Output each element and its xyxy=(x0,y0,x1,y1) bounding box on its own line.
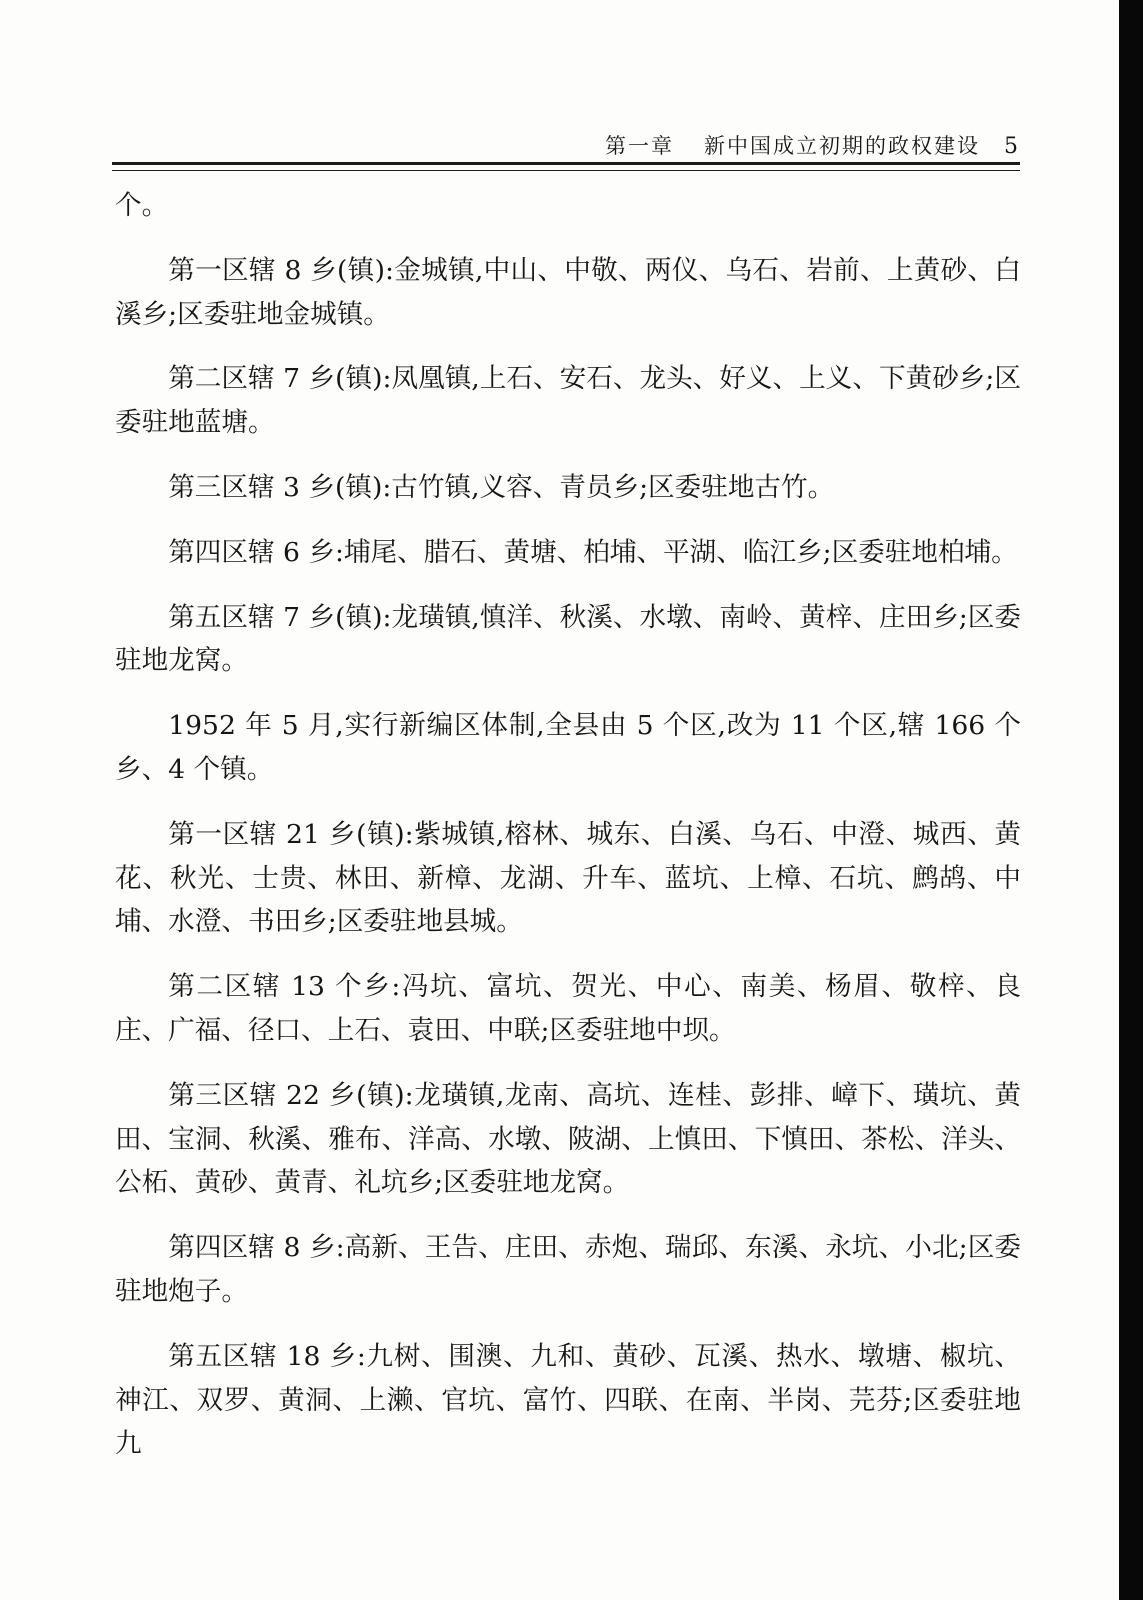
header-text xyxy=(605,130,1020,160)
page-edge-shadow xyxy=(1119,0,1143,1600)
paragraph: 第四区辖 8 乡:高新、王告、庄田、赤炮、瑞邱、东溪、永坑、小北;区委驻地炮子。 xyxy=(115,1232,1021,1307)
paragraph: 第一区辖 8 乡(镇):金城镇,中山、中敬、两仪、乌石、岩前、上黄砂、白溪乡;区委驻地金城镇。 xyxy=(115,254,1021,330)
page-number: 5 xyxy=(1004,134,1020,159)
paragraph: 第三区辖 22 乡(镇):龙璜镇,龙南、高坑、连桂、彭排、嶂下、璜坑、黄田、宝洞、秋溪、雅布、洋高、水墩、陂湖、上慎田、下慎田、茶松、洋头、公柘、黄砂、黄青、礼坑乡;区委驻地龙窝。 xyxy=(115,1079,1021,1199)
paragraph-continuation: 个。 xyxy=(115,190,169,221)
chapter-title: 新中国成立初期的政权建设 xyxy=(704,134,980,158)
paragraph: 第三区辖 3 乡(镇):古竹镇,义容、青员乡;区委驻地古竹。 xyxy=(168,471,835,503)
paragraph: 1952 年 5 月,实行新编区体制,全县由 5 个区,改为 11 个区,辖 166 个乡、4 个镇。 xyxy=(115,710,1021,785)
paragraph: 第五区辖 18 乡:九树、围澳、九和、黄砂、瓦溪、热水、墩塘、椒坑、神江、双罗、黄洞、上濑、官坑、富竹、四联、在南、半岗、芫芬;区委驻地九 xyxy=(115,1340,1021,1460)
paragraph: 第四区辖 6 乡:埔尾、腊石、黄塘、柏埔、平湖、临江乡;区委驻地柏埔。 xyxy=(168,536,1018,568)
header-rule-thin xyxy=(112,170,1020,171)
chapter-label: 第一章 xyxy=(605,134,674,158)
header-rule-thick xyxy=(112,162,1020,165)
body-text xyxy=(115,184,1021,1466)
paragraph: 第二区辖 7 乡(镇):凤凰镇,上石、安石、龙头、好义、上义、下黄砂乡;区委驻地蓝塘。 xyxy=(115,363,1021,439)
paragraph: 第五区辖 7 乡(镇):龙璜镇,慎洋、秋溪、水墩、南岭、黄梓、庄田乡;区委驻地龙窝。 xyxy=(115,601,1021,677)
paragraph: 第二区辖 13 个乡:冯坑、富坑、贺光、中心、南美、杨眉、敬梓、良庄、广福、径口、上石、袁田、中联;区委驻地中坝。 xyxy=(115,971,1021,1046)
paragraph: 第一区辖 21 乡(镇):紫城镇,榕林、城东、白溪、乌石、中澄、城西、黄花、秋光、士贵、林田、新樟、龙湖、升车、蓝坑、上樟、石坑、鹧鸪、中埔、水澄、书田乡;区委驻地县城。 xyxy=(115,818,1021,938)
